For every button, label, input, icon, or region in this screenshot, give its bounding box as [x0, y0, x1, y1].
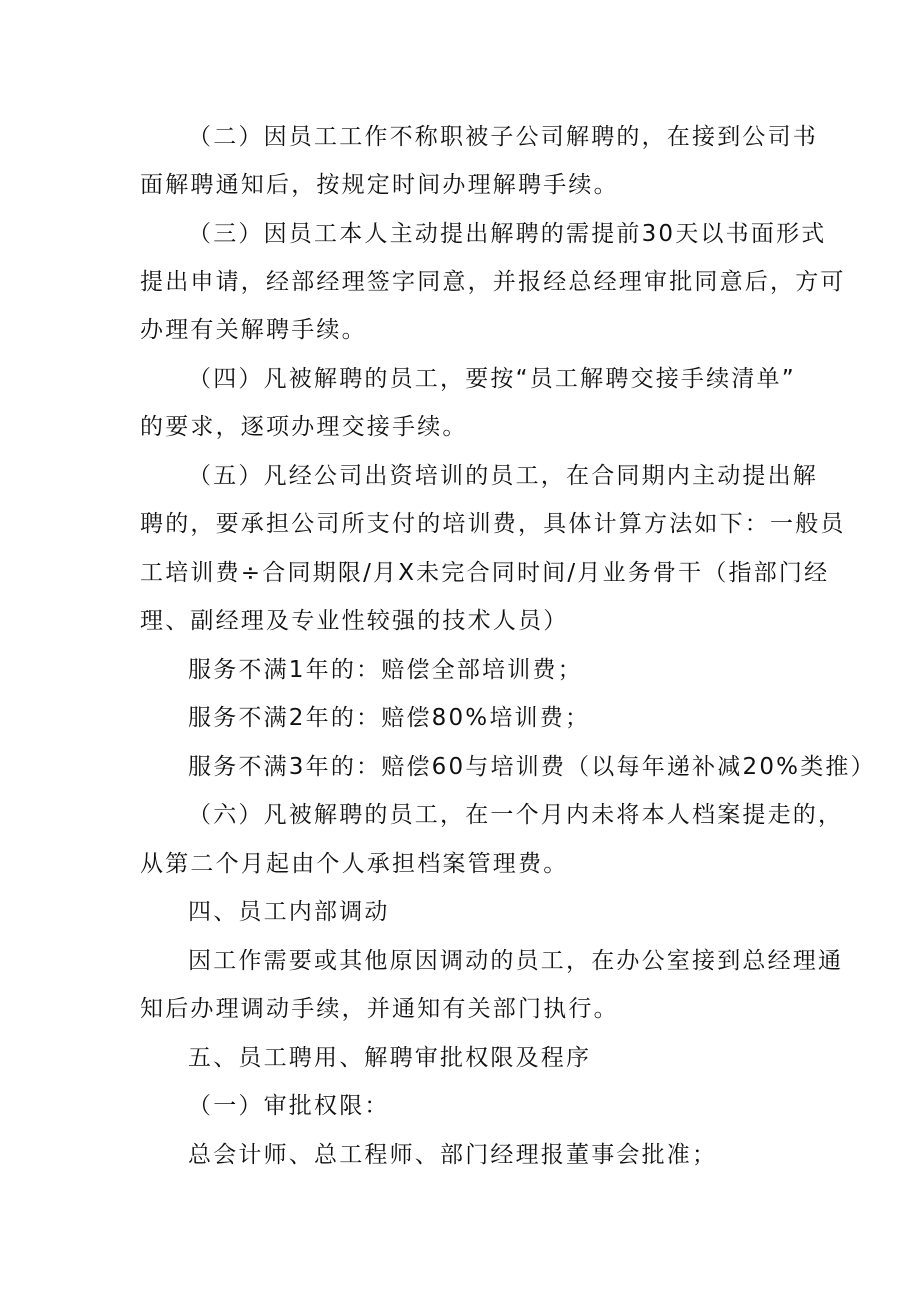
para-3-line-3: 办理有关解聘手续。	[140, 317, 367, 343]
para-5-line-3: 工培训费÷合同期限/月X未完合同时间/月业务骨干（指部门经	[140, 560, 830, 586]
para-5-line-1: （五）凡经公司出资培训的员工，在合同期内主动提出解	[188, 463, 818, 489]
subsection-1-line-1: 总会计师、总工程师、部门经理报董事会批准；	[188, 1142, 718, 1168]
para-6-line-2: 从第二个月起由个人承担档案管理费。	[140, 851, 569, 877]
para-5-line-2: 聘的，要承担公司所支付的培训费，具体计算方法如下：一般员	[140, 511, 846, 537]
para-2-line-1: （二）因员工工作不称职被子公司解聘的，在接到公司书	[188, 124, 818, 150]
compensation-2-year: 服务不满2年的：赔偿80%培训费；	[188, 705, 591, 731]
para-3-line-2: 提出申请，经部经理签字同意，并报经总经理审批同意后，方可	[140, 269, 846, 295]
section-4-line-1: 因工作需要或其他原因调动的员工，在办公室接到总经理通	[188, 948, 844, 974]
para-4-line-1: （四）凡被解聘的员工，要按“员工解聘交接手续清单”	[188, 366, 796, 392]
para-5-line-4: 理、副经理及专业性较强的技术人员）	[140, 608, 569, 634]
para-4-line-2: 的要求，逐项办理交接手续。	[140, 414, 468, 440]
section-5-heading: 五、员工聘用、解聘审批权限及程序	[188, 1045, 592, 1071]
para-3-line-1: （三）因员工本人主动提出解聘的需提前30天以书面形式	[188, 221, 827, 247]
section-4-line-2: 知后办理调动手续，并通知有关部门执行。	[140, 996, 619, 1022]
para-6-line-1: （六）凡被解聘的员工，在一个月内未将本人档案提走的，	[188, 802, 844, 828]
para-2-line-2: 面解聘通知后，按规定时间办理解聘手续。	[140, 172, 619, 198]
subsection-1-heading: （一）审批权限：	[188, 1093, 390, 1119]
section-4-heading: 四、员工内部调动	[188, 899, 390, 925]
compensation-3-year: 服务不满3年的：赔偿60与培训费（以每年递补减20%类推）	[188, 754, 876, 780]
compensation-1-year: 服务不满1年的：赔偿全部培训费；	[188, 657, 583, 683]
